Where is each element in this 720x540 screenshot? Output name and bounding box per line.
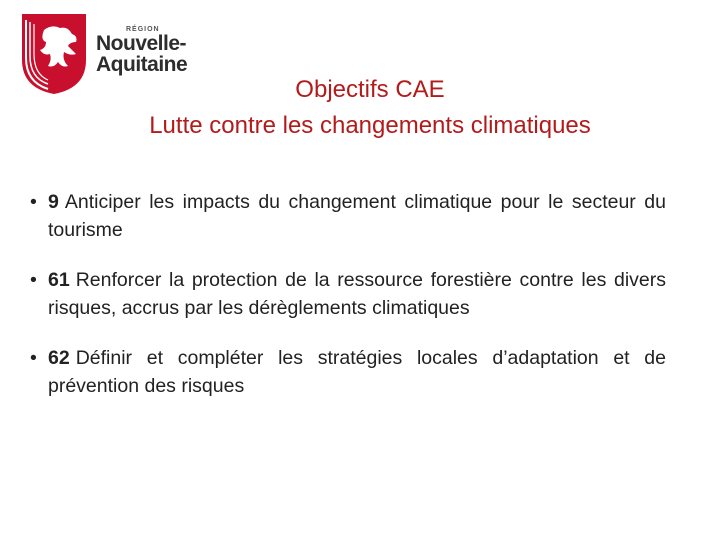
title-line1: Objectifs CAE: [295, 76, 445, 103]
objectives-list: [30, 188, 666, 422]
objective-text: Renforcer la protection de la ressource forestière contre les divers risques, accrus par les dérèglements climatiques: [48, 269, 666, 319]
objective-number: 62: [48, 347, 70, 369]
objective-number: 9: [48, 191, 59, 213]
objective-number: 61: [48, 269, 70, 291]
logo-name-line1: Nouvelle-: [96, 32, 187, 55]
logo-region-label: RÉGION: [126, 26, 160, 33]
logo-name-line2: Aquitaine: [96, 53, 188, 76]
list-item: [30, 266, 666, 322]
objective-text: Définir et compléter les stratégies locales d’adaptation et de prévention des risques: [48, 347, 666, 397]
objective-text: Anticiper les impacts du changement climatique pour le secteur du tourisme: [48, 191, 666, 241]
title-line2: Lutte contre les changements climatiques: [149, 112, 591, 139]
list-item: [30, 188, 666, 244]
list-item: [30, 344, 666, 400]
slide-title: [0, 72, 720, 144]
logo-wordmark: [96, 26, 206, 75]
